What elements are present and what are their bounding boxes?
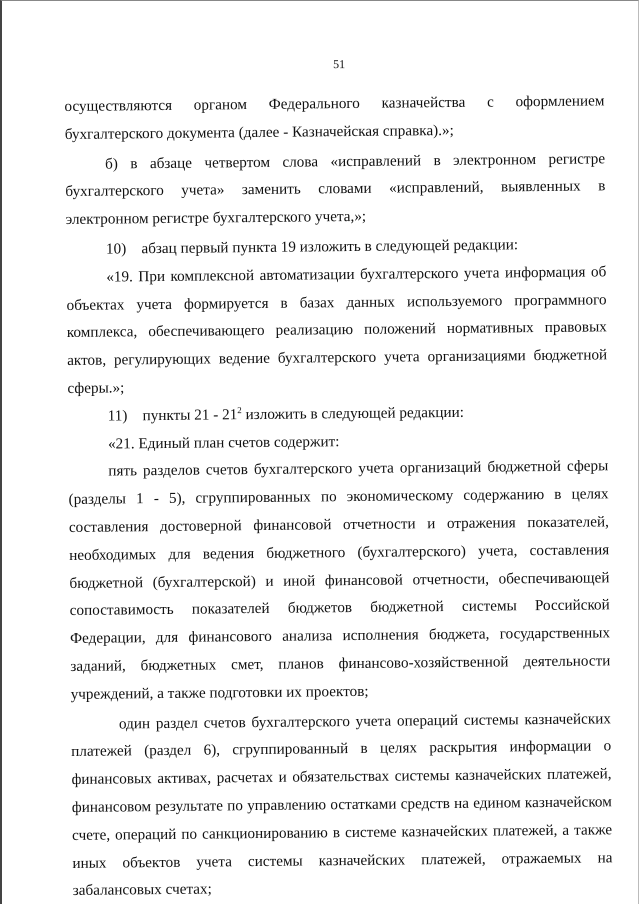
- document-page: [64, 54, 613, 905]
- paragraph-continuation: осуществляются органом Федерального казначейства с оформлением бухгалтерского документа (далее - Казначейская справка).»;: [64, 92, 605, 143]
- item-11-text-end: изложить в следующей редакции:: [241, 403, 465, 423]
- paragraph-item-10: 10) абзац первый пункта 19 изложить в следующей редакции:: [105, 236, 519, 258]
- paragraph-clause-21: «21. Единый план счетов содержит:: [107, 432, 340, 453]
- paragraph-clause-19: «19. При комплексной автоматизации бухгалтерского учета информация об объектах учета формируется в базах данных используемого программного комплекса, обеспечивающего реализацию положений нормативных правовых актов, регулирующих ведение бухгалтерского учета организациями бюджетной сферы.»;: [66, 263, 608, 397]
- paragraph-amendment-b: б) в абзаце четвертом слова «исправлений в электронном регистре бухгалтерского учета» заменить словами «исправлений, выявленных в электронном регистре бухгалтерского учета,»;: [65, 149, 606, 229]
- paragraph-five-sections: пять разделов счетов бухгалтерского учета организаций бюджетной сферы (разделы 1 - 5), сгруппированных по экономическому содержанию в целях составления достоверной финансовой отчетности и отражения показателей, необходимых для ведения бюджетного (бухгалтерского) учета, составления бюджетной (бухгалтерской) и иной финансовой отчетности, обеспечивающей сопоставимость показателей бюджетов бюджетной системы Российской Федерации, для финансового анализа исполнения бюджета, государственных заданий, бюджетных смет, планов финансово-хозяйственной деятельности учреждений, а также подготовки их проектов;: [68, 457, 611, 703]
- item-11-text: 11) пункты 21 - 21: [107, 405, 238, 425]
- superscript: 2: [237, 404, 242, 415]
- paragraph-one-section: один раздел счетов бухгалтерского учета операций системы казначейских платежей (раздел 6), сгруппированный в целях раскрытия информации о финансовых активах, расчетах и обязательствах системы казначейских платежей, финансовом результате по управлению остатками средств на едином казначейском счете, операций по санкционированию в системе казначейских платежей, а также иных объектов учета системы казначейских платежей, отражаемых на забалансовых счетах;: [71, 709, 613, 900]
- page-number: 51: [332, 57, 346, 72]
